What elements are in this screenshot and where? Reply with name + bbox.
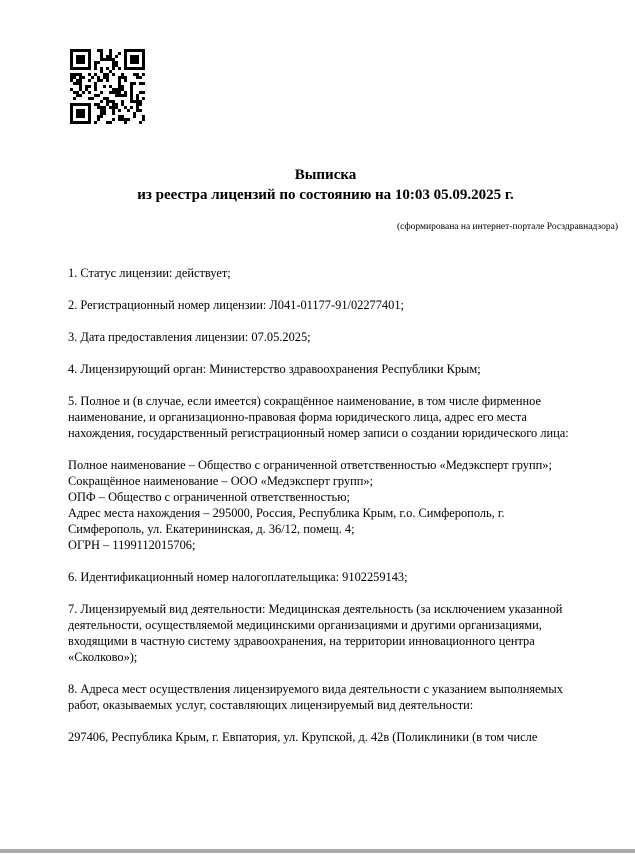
- paragraph-line: ОПФ – Общество с ограниченной ответственностью;: [68, 490, 350, 504]
- qr-code-icon: [70, 49, 145, 124]
- paragraph-line: 7. Лицензируемый вид деятельности: Медицинская деятельность (за исключением указанной деятельности, осуществляемой медицинскими организациями и другими организациями, входящими в частную систему здравоохранения, на территории инновационного центра «Сколково»);: [68, 602, 563, 664]
- paragraph-line: 6. Идентификационный номер налогоплательщика: 9102259143;: [68, 570, 408, 584]
- paragraph-line: 5. Полное и (в случае, если имеется) сокращённое наименование, в том числе фирменное наименование, и организационно-правовая форма юридического лица, адрес его места нахождения, государственный регистрационный номер записи о создании юридического лица:: [68, 394, 569, 440]
- paragraph: [68, 329, 583, 345]
- paragraph: [68, 601, 583, 665]
- paragraph-line: 3. Дата предоставления лицензии: 07.05.2025;: [68, 330, 311, 344]
- paragraph: [68, 729, 583, 745]
- paragraph-line: 297406, Республика Крым, г. Евпатория, ул. Крупской, д. 42в (Поликлиники (в том числе: [68, 730, 538, 744]
- paragraph-line: Сокращённое наименование – ООО «Медэксперт групп»;: [68, 474, 374, 488]
- document-title-line1: Выписка: [294, 167, 357, 183]
- paragraph-line: 2. Регистрационный номер лицензии: Л041-01177-91/02277401;: [68, 298, 404, 312]
- formed-note: (сформирована на интернет-портале Росздравнадзора): [397, 222, 618, 232]
- paragraph-line: ОГРН – 1199112015706;: [68, 538, 196, 552]
- document-title: [68, 165, 583, 205]
- paragraph: [68, 681, 583, 713]
- document-body: [68, 265, 583, 761]
- paragraph: [68, 393, 583, 441]
- document-title-line2: из реестра лицензий по состоянию на 10:03 05.09.2025 г.: [137, 187, 514, 203]
- paragraph: [68, 265, 583, 281]
- paragraph-line: 4. Лицензирующий орган: Министерство здравоохранения Республики Крым;: [68, 362, 481, 376]
- bottom-divider: [0, 849, 635, 853]
- paragraph-line: 1. Статус лицензии: действует;: [68, 266, 231, 280]
- paragraph: [68, 457, 583, 553]
- paragraph: [68, 569, 583, 585]
- paragraph: [68, 297, 583, 313]
- paragraph: [68, 361, 583, 377]
- paragraph-line: Адрес места нахождения – 295000, Россия, Республика Крым, г.о. Симферополь, г. Симферополь, ул. Екатерининская, д. 36/12, помещ. 4;: [68, 506, 505, 536]
- paragraph-line: 8. Адреса мест осуществления лицензируемого вида деятельности с указанием выполняемых работ, оказываемых услуг, составляющих лицензируемый вид деятельности:: [68, 682, 563, 712]
- paragraph-line: Полное наименование – Общество с ограниченной ответственностью «Медэксперт групп»;: [68, 458, 552, 472]
